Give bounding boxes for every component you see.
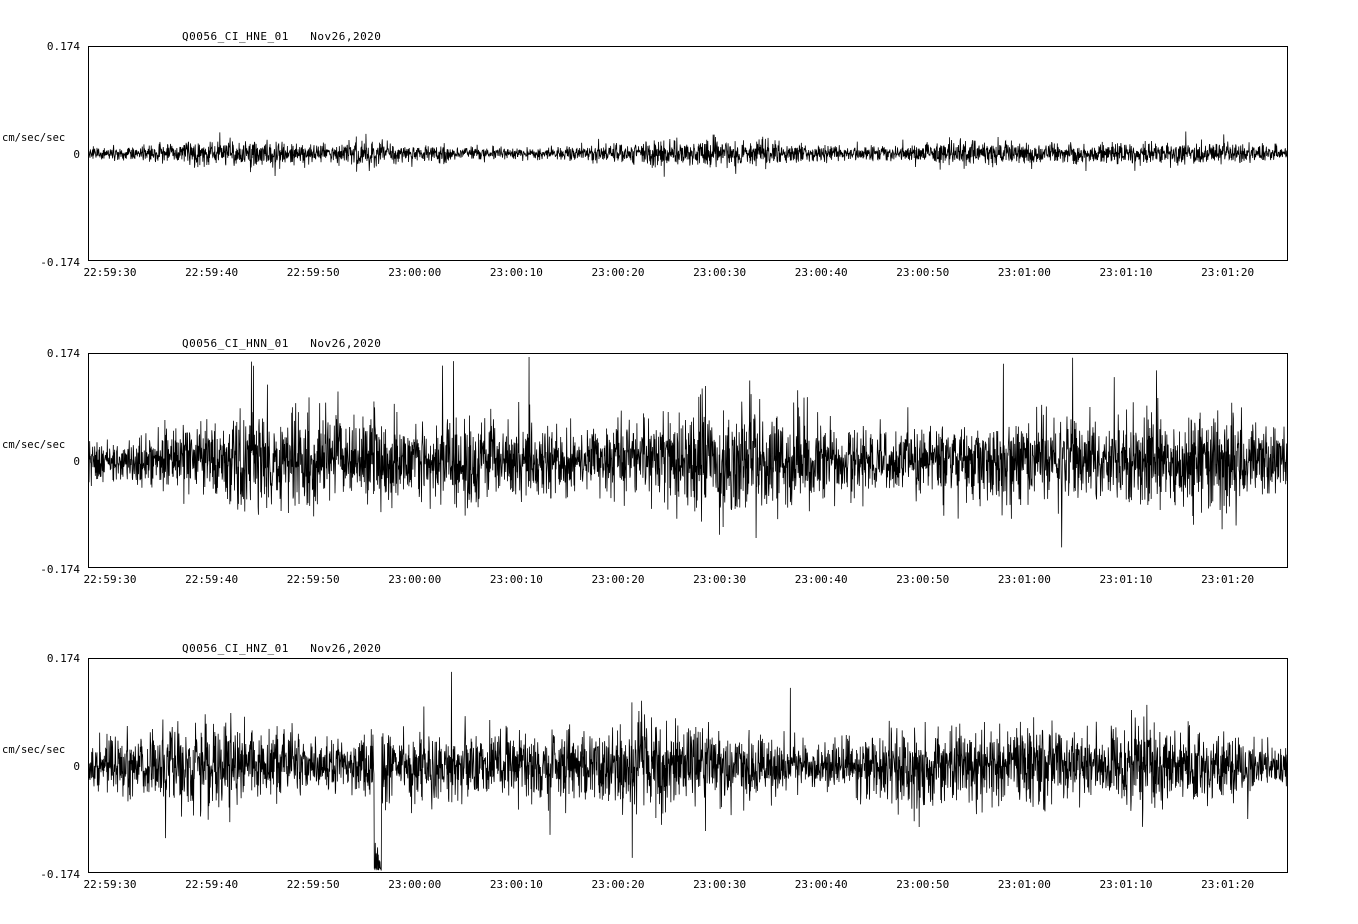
seismogram-panel-hnn xyxy=(0,325,1358,605)
x-axis-tick-label: 22:59:40 xyxy=(185,266,239,279)
x-axis-tick-label: 23:00:20 xyxy=(591,573,645,586)
x-axis-tick-label: 23:01:20 xyxy=(1201,573,1255,586)
x-axis-tick-label: 23:00:30 xyxy=(693,266,747,279)
y-axis-zero-label: 0 xyxy=(73,148,80,161)
x-axis-hne xyxy=(83,266,1288,288)
x-axis-tick-label: 23:01:20 xyxy=(1201,266,1255,279)
x-axis-hnn xyxy=(83,573,1288,595)
trace-title: Q0056_CI_HNZ_01 Nov26,2020 xyxy=(182,642,382,655)
x-axis-tick-label: 23:00:50 xyxy=(896,573,950,586)
y-axis-units-label: cm/sec/sec xyxy=(2,744,66,756)
y-axis-zero-label: 0 xyxy=(73,455,80,468)
trace-title: Q0056_CI_HNE_01 Nov26,2020 xyxy=(182,30,382,43)
x-axis-tick-label: 22:59:30 xyxy=(83,878,137,891)
trace-title: Q0056_CI_HNN_01 Nov26,2020 xyxy=(182,337,382,350)
y-axis-min-label: -0.174 xyxy=(40,256,80,269)
x-axis-tick-label: 23:00:30 xyxy=(693,878,747,891)
plot-area-hnn xyxy=(88,353,1288,568)
x-axis-tick-label: 23:00:50 xyxy=(896,878,950,891)
x-axis-tick-label: 23:00:10 xyxy=(489,266,543,279)
seismogram-panel-hnz xyxy=(0,630,1358,915)
x-axis-tick-label: 23:00:00 xyxy=(388,573,442,586)
x-axis-tick-label: 23:00:10 xyxy=(489,573,543,586)
y-axis-min-label: -0.174 xyxy=(40,563,80,576)
x-axis-tick-label: 23:00:50 xyxy=(896,266,950,279)
x-axis-tick-label: 23:00:20 xyxy=(591,878,645,891)
waveform-hne xyxy=(89,47,1287,260)
x-axis-tick-label: 23:00:40 xyxy=(794,266,848,279)
x-axis-tick-label: 23:00:20 xyxy=(591,266,645,279)
x-axis-hnz xyxy=(83,878,1288,900)
x-axis-tick-label: 23:01:00 xyxy=(997,573,1051,586)
waveform-hnz xyxy=(89,659,1287,872)
seismogram-panel-hne xyxy=(0,18,1358,298)
x-axis-tick-label: 23:01:10 xyxy=(1099,878,1153,891)
plot-area-hnz xyxy=(88,658,1288,873)
x-axis-tick-label: 22:59:30 xyxy=(83,266,137,279)
x-axis-tick-label: 22:59:30 xyxy=(83,573,137,586)
x-axis-tick-label: 22:59:40 xyxy=(185,573,239,586)
x-axis-tick-label: 23:00:30 xyxy=(693,573,747,586)
x-axis-tick-label: 23:00:10 xyxy=(489,878,543,891)
x-axis-tick-label: 23:01:00 xyxy=(997,266,1051,279)
x-axis-tick-label: 23:00:40 xyxy=(794,878,848,891)
x-axis-tick-label: 23:01:20 xyxy=(1201,878,1255,891)
y-axis-max-label: 0.174 xyxy=(46,652,80,665)
plot-area-hne xyxy=(88,46,1288,261)
x-axis-tick-label: 22:59:50 xyxy=(286,573,340,586)
x-axis-tick-label: 23:00:40 xyxy=(794,573,848,586)
x-axis-tick-label: 23:01:00 xyxy=(997,878,1051,891)
y-axis-max-label: 0.174 xyxy=(46,347,80,360)
x-axis-tick-label: 22:59:50 xyxy=(286,878,340,891)
y-axis-units-label: cm/sec/sec xyxy=(2,439,66,451)
x-axis-tick-label: 23:00:00 xyxy=(388,878,442,891)
x-axis-tick-label: 22:59:50 xyxy=(286,266,340,279)
x-axis-tick-label: 23:00:00 xyxy=(388,266,442,279)
y-axis-max-label: 0.174 xyxy=(46,40,80,53)
x-axis-tick-label: 22:59:40 xyxy=(185,878,239,891)
waveform-hnn xyxy=(89,354,1287,567)
x-axis-tick-label: 23:01:10 xyxy=(1099,266,1153,279)
y-axis-min-label: -0.174 xyxy=(40,868,80,881)
y-axis-units-label: cm/sec/sec xyxy=(2,132,66,144)
x-axis-tick-label: 23:01:10 xyxy=(1099,573,1153,586)
y-axis-zero-label: 0 xyxy=(73,760,80,773)
